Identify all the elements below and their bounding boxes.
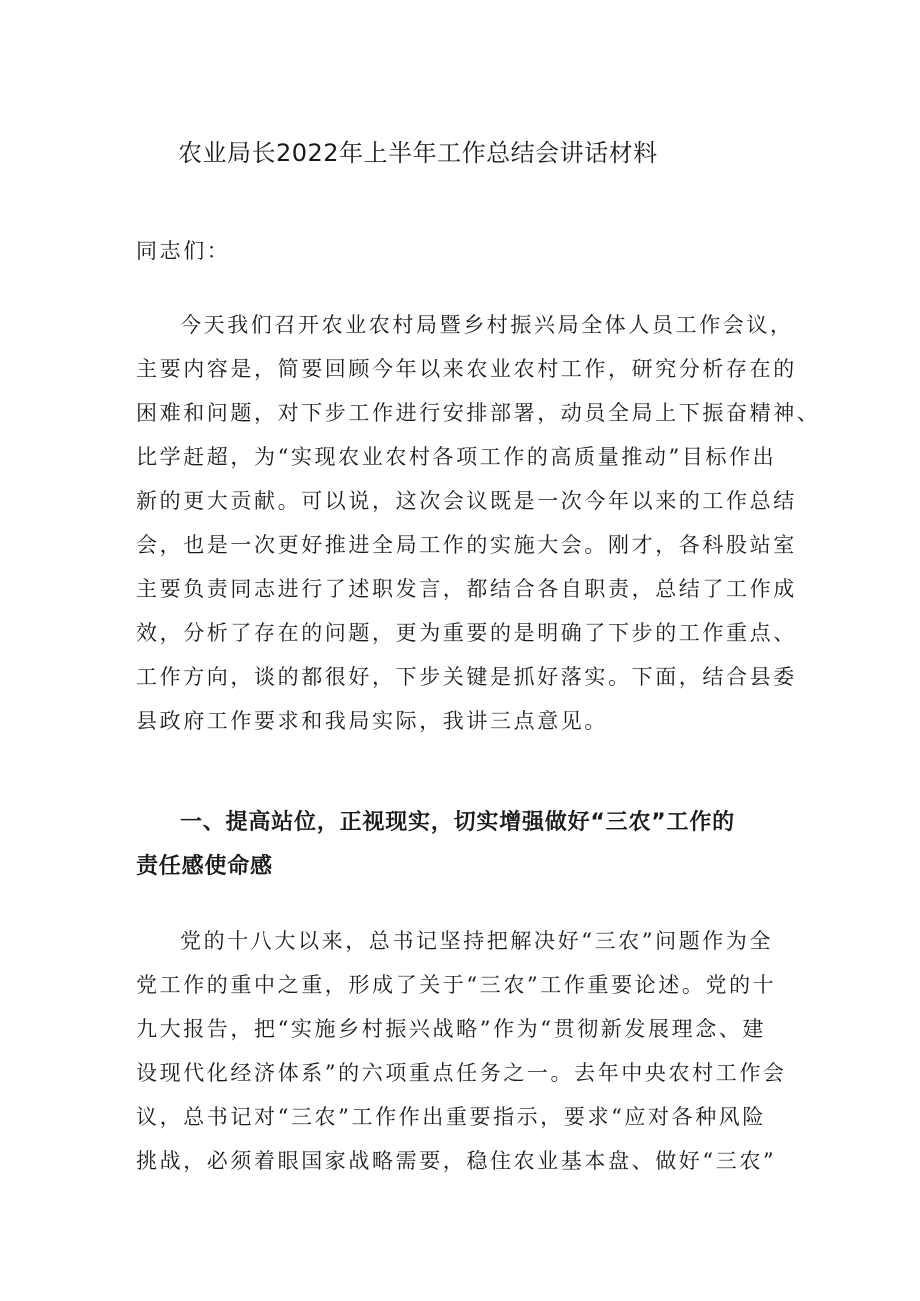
paragraph-line: 效，分析了存在的问题，更为重要的是明确了下步的工作重点、 [136, 621, 797, 645]
section-heading-line: 责任感使命感 [136, 854, 273, 879]
paragraph-line: 今天我们召开农业农村局暨乡村振兴局全体人员工作会议， [180, 313, 794, 337]
paragraph-line: 工作方向，谈的都很好，下步关键是抓好落实。下面，结合县委 [136, 665, 797, 689]
paragraph-line: 挑战，必须着眼国家战略需要，稳住农业基本盘、做好“三农” [136, 1149, 777, 1173]
section-heading-line: 一、提高站位，正视现实，切实增强做好“三农”工作的 [180, 810, 735, 835]
paragraph-line: 主要负责同志进行了述职发言，都结合各自职责，总结了工作成 [136, 577, 797, 601]
paragraph-line: 新的更大贡献。可以说，这次会议既是一次今年以来的工作总结 [136, 489, 797, 513]
paragraph-line: 党的十八大以来，总书记坚持把解决好“三农”问题作为全 [180, 929, 774, 953]
paragraph-line: 县政府工作要求和我局实际，我讲三点意见。 [136, 709, 608, 733]
paragraph-line: 议，总书记对“三农”工作作出重要指示，要求“应对各种风险 [136, 1105, 767, 1129]
paragraph-line: 设现代化经济体系”的六项重点任务之一。去年中央农村工作会 [136, 1061, 787, 1085]
paragraph-line: 比学赶超，为“实现农业农村各项工作的高质量推动”目标作出 [136, 445, 777, 469]
paragraph-line: 会，也是一次更好推进全局工作的实施大会。刚才，各科股站室 [136, 533, 797, 557]
document-title: 农业局长2022年上半年工作总结会讲话材料 [178, 139, 658, 167]
salutation: 同志们： [136, 239, 231, 263]
paragraph-line: 党工作的重中之重，形成了关于“三农”工作重要论述。党的十 [136, 973, 777, 997]
paragraph-line: 九大报告，把“实施乡村振兴战略”作为“贯彻新发展理念、建 [136, 1017, 767, 1041]
paragraph-line: 困难和问题，对下步工作进行安排部署，动员全局上下振奋精神、 [136, 401, 821, 425]
paragraph-line: 主要内容是，简要回顾今年以来农业农村工作，研究分析存在的 [136, 357, 797, 381]
